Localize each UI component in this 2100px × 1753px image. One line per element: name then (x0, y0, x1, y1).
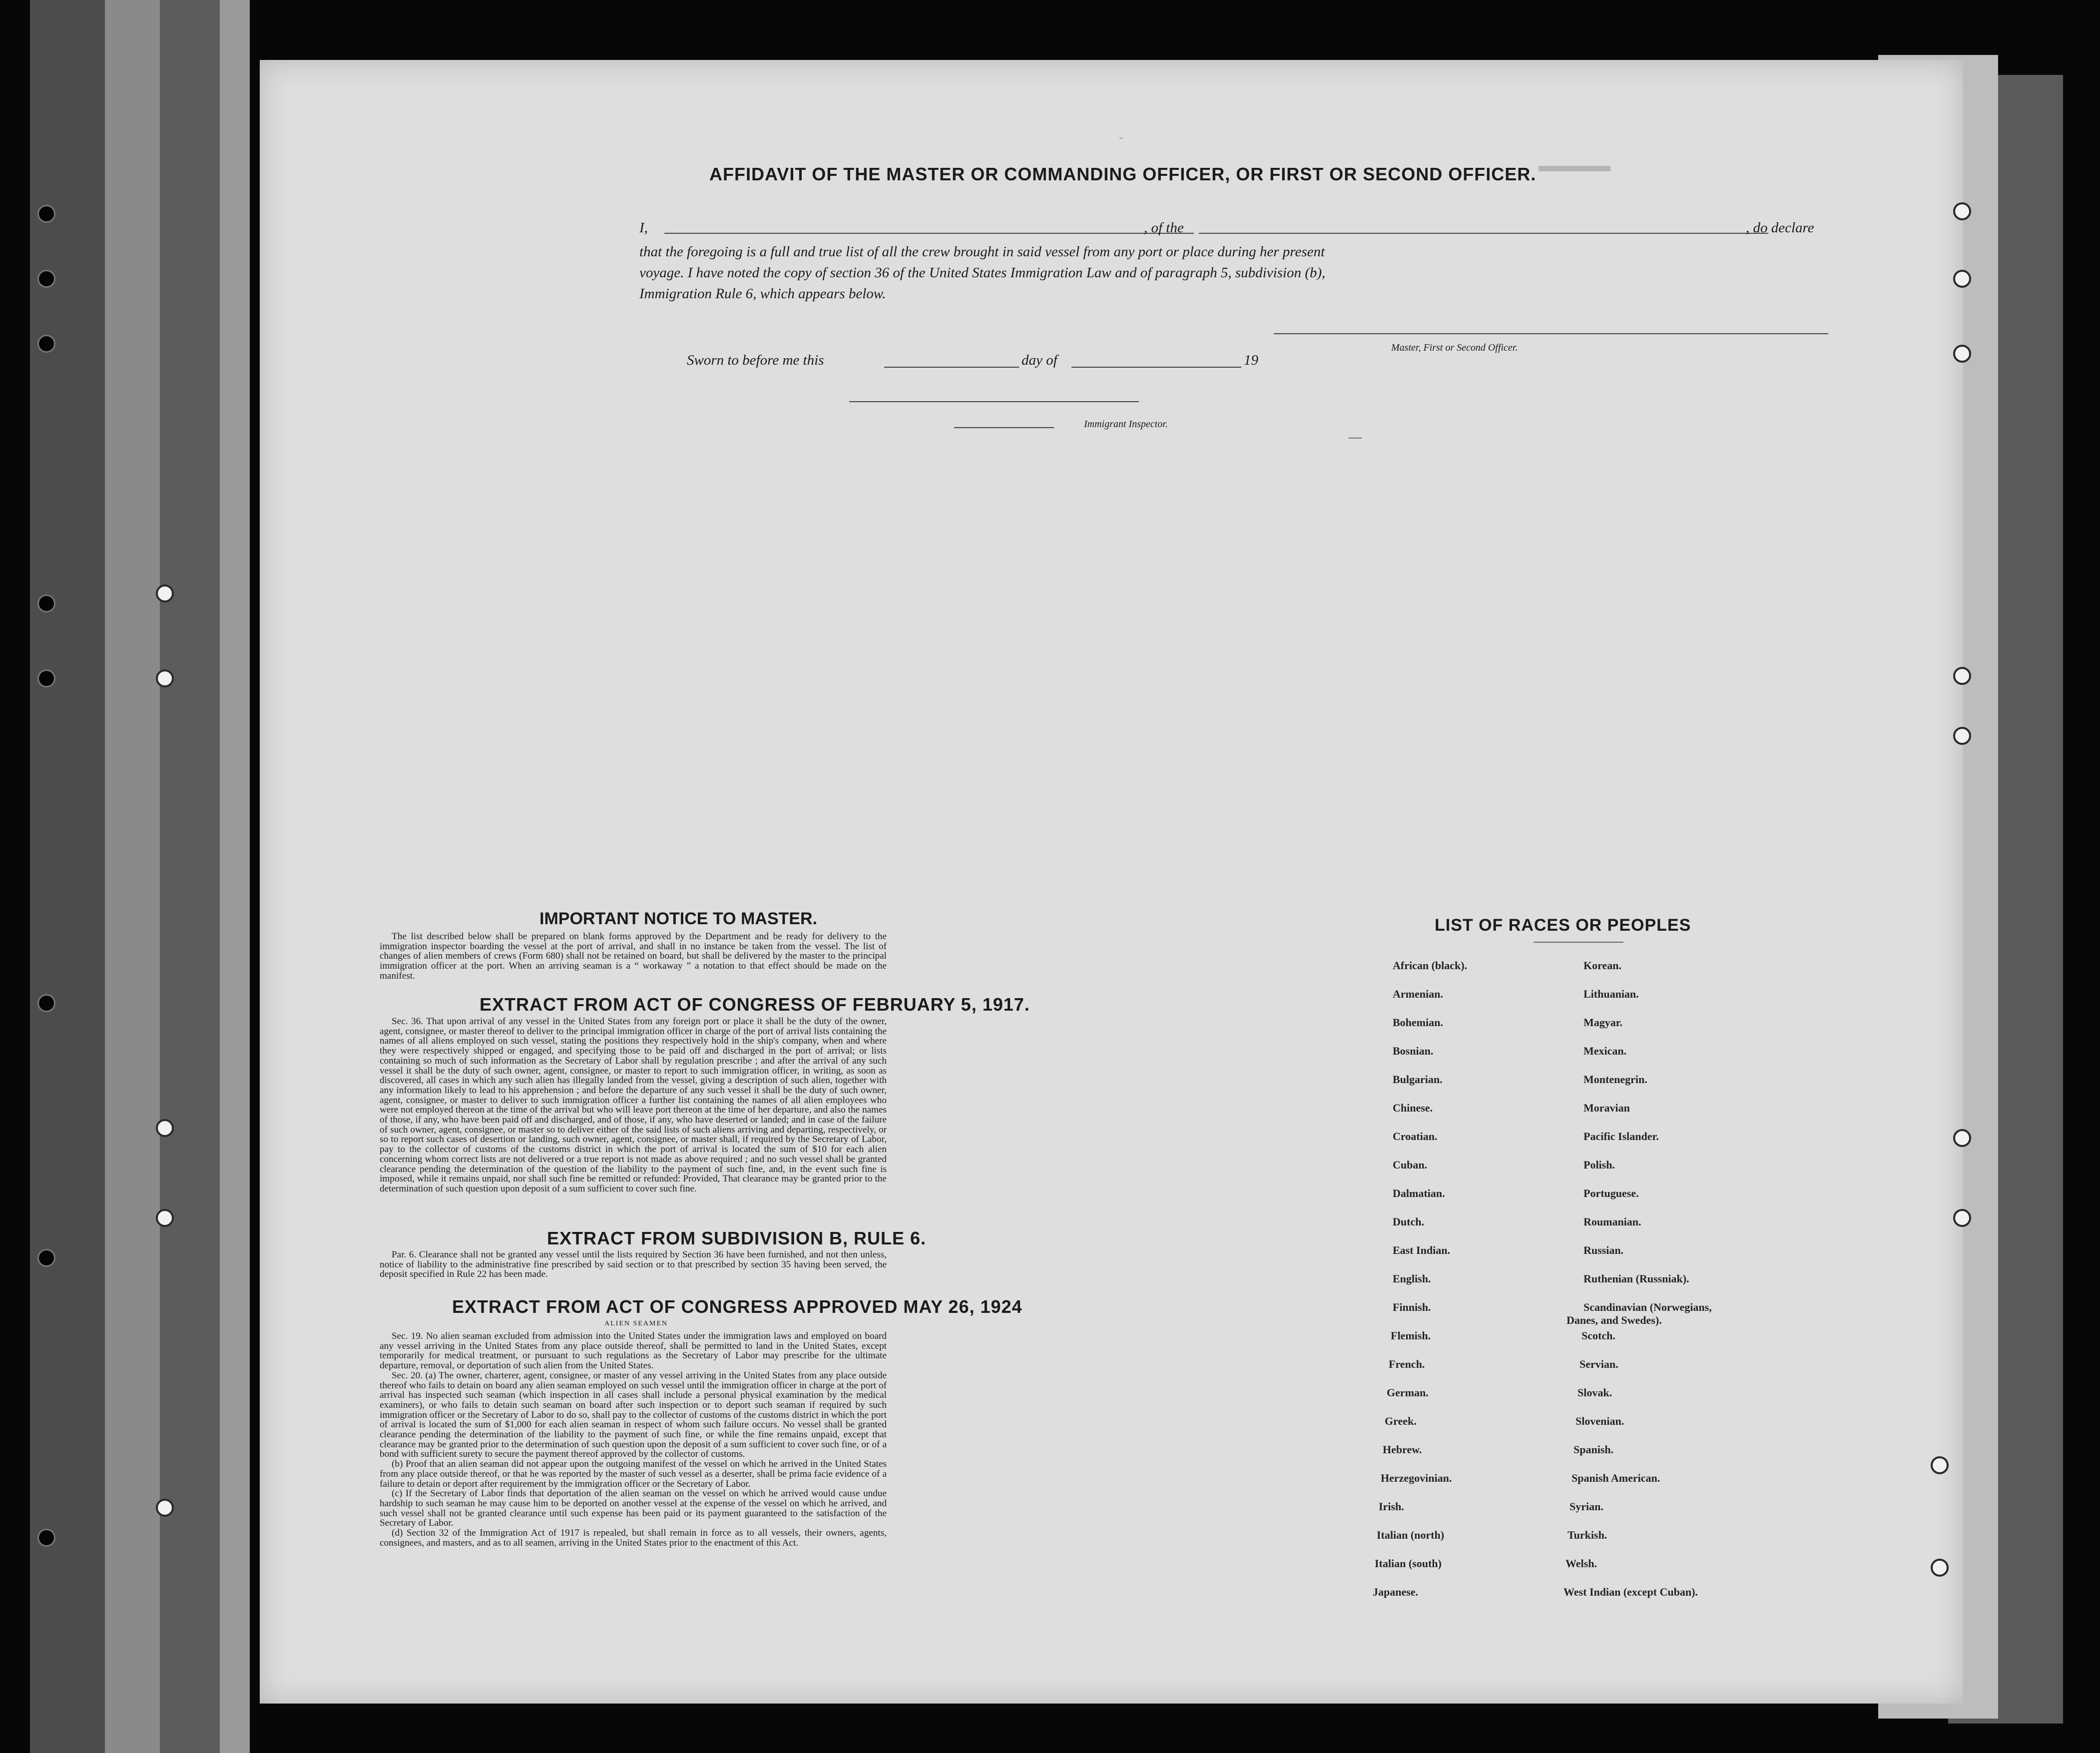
race-item: Chinese. (1393, 1102, 1433, 1114)
sworn-day-label: day of (1022, 352, 1057, 368)
section-20a-paragraph: Sec. 20. (a) The owner, charterer, agent, consignee, or master of any vessel arriving in the United States from any place outside thereof who fails to detain on board any alien seaman employed on such vessel until the immigration officer in charge at the port of arrival has inspected such seaman (which inspection in all cases shall include a personal physical examination by the medical examiners), or who fails to detain such seaman on board after such inspection or to deport such seaman if required by such immigration officer or the Secretary of Labor to do so, shall pay to the collector of customs of the customs district in which the port of arrival is located the sum of $1,000 for each alien seaman in respect of whom such failure occurs. No vessel shall be granted clearance pending the determination of the liability to the payment of such fine, or while the fine remains unpaid, except that clearance may be granted prior to the determination of such question upon the deposit of a sum sufficient to cover such fine, or of a bond with sufficient surety to secure the payment thereof approved by the collector of customs. (380, 1370, 887, 1460)
race-item: Scotch. (1581, 1329, 1615, 1342)
race-item: Turkish. (1568, 1529, 1607, 1541)
race-item: Spanish. (1574, 1443, 1614, 1456)
binder-strip (105, 0, 160, 1753)
affidavit-title: AFFIDAVIT OF THE MASTER OR COMMANDING OFFICER, OR FIRST OR SECOND OFFICER. (709, 164, 1537, 184)
notice-paragraph: The list described below shall be prepared on blank forms approved by the Department and be ready for delivery to the immigration inspector boarding the vessel at the port of arrival, and shall in no instance be taken from the vessel. The list of changes of alien members of crews (Form 680) shall not be retained on board, but shall be delivered by the master to the principal immigration officer at the port. When an arriving seaman is a “ workaway ” a notation to that effect should be made on the manifest. (380, 931, 887, 981)
race-item: Russian. (1583, 1244, 1624, 1256)
race-item: French. (1389, 1358, 1425, 1370)
punch-hole (1953, 345, 1971, 363)
alien-seamen-subtitle: ALIEN SEAMEN (604, 1320, 668, 1327)
race-item: Slovenian. (1575, 1415, 1624, 1427)
master-signature-line (1274, 333, 1828, 334)
race-item: Dalmatian. (1393, 1187, 1445, 1199)
extract-rule6-title: EXTRACT FROM SUBDIVISION B, RULE 6. (547, 1228, 927, 1248)
punch-hole (1953, 1129, 1971, 1147)
punch-hole (156, 1209, 174, 1227)
affidavit-line-3: voyage. I have noted the copy of section 36 of the United States Immigration Law and of paragraph 5, subdivision (b), (639, 265, 1326, 281)
punch-hole (156, 1499, 174, 1517)
section-19-paragraph: Sec. 19. No alien seaman excluded from admission into the United States under the immigration laws and employed on board any vessel arriving in the United States from any place outside thereof, shall be permitted to land in the United States, except temporarily for medical treatment, or pursuant to such regulations as the Secretary of Labor may prescribe for the ultimate departure, removal, or deportation of such alien from the United States. (380, 1331, 887, 1371)
punch-hole (1931, 1456, 1949, 1474)
punch-hole (37, 594, 55, 612)
section-36-paragraph: Sec. 36. That upon arrival of any vessel in the United States from any foreign port or place it shall be the duty of the owner, agent, consignee, or master thereof to deliver to the principal immigration officer in charge of the port of arrival lists containing the names of all aliens employed on such vessel, stating the positions they respectively hold in the ship's company, when and where they were respectively shipped or engaged, and specifying those to be paid off and discharged in the port of arrival; or lists containing so much of such information as the Secretary of Labor shall by regulation prescribe ; and after the arrival of any such vessel it shall be the duty of such owner, agent, consignee, or master to report to such immigration officer, in writing, as soon as discovered, all cases in which any such alien has illegally landed from the vessel, giving a description of such alien, together with any information likely to lead to his apprehension ; and before the departure of any such vessel it shall be the duty of such owner, agent, consignee, or master to deliver to such immigration officer a further list containing the names of all alien employees who were not employed thereon at the time of the arrival but who will leave port thereon at the time of her departure, and also the names of those, if any, who have been paid off and discharged, and of those, if any, who have deserted or landed; and in case of the failure of such owner, agent, consignee, or master so to deliver either of the said lists of such aliens arriving and departing, respectively, or so to report such cases of desertion or landing, such owner, agent, consignee, or master shall, if required by the Secretary of Labor, pay to the collector of customs of the customs district in which the port of arrival is located the sum of $10 for each alien concerning whom correct lists are not delivered or a true report is not made as above required ; and no such vessel shall be granted clearance pending the determination of the question of the liability to the payment of such fine, and, in the event such fine is imposed, while it remains unpaid, nor shall such fine be remitted or refunded: Provided, That clearance may be granted prior to the determination of such question upon deposit of a sum sufficient to cover such fine. (380, 1016, 887, 1194)
race-item: Japanese. (1373, 1586, 1419, 1598)
race-item: Irish. (1379, 1500, 1404, 1513)
punch-hole (156, 669, 174, 687)
notice-body (380, 932, 887, 981)
punch-hole (37, 205, 55, 223)
race-item: Croatian. (1393, 1130, 1438, 1143)
sworn-day-line (884, 367, 1019, 368)
race-item: Ruthenian (Russniak). (1583, 1272, 1689, 1285)
bleed-through-heading: ▬▬▬▬ (1539, 155, 1610, 175)
section-20d-paragraph: (d) Section 32 of the Immigration Act of 1917 is repealed, but shall remain in force as to all vessels, their owners, agents, consignees, and masters, and as to all seamen, arriving in the United States prior to the enactment of this Act. (380, 1528, 887, 1548)
race-item: East Indian. (1393, 1244, 1450, 1256)
race-item: German. (1387, 1386, 1429, 1399)
race-item: West Indian (except Cuban). (1564, 1586, 1698, 1598)
race-item: Magyar. (1583, 1016, 1623, 1029)
declarant-name-line (664, 233, 1194, 234)
manifest-page (260, 60, 1963, 1704)
race-item: Bulgarian. (1393, 1073, 1443, 1086)
extract-1924-title: EXTRACT FROM ACT OF CONGRESS APPROVED MAY 26, 1924 (452, 1296, 1023, 1317)
race-item: Cuban. (1393, 1159, 1428, 1171)
race-item: Herzegovinian. (1381, 1472, 1452, 1484)
punch-hole (1953, 667, 1971, 685)
race-item: Spanish American. (1572, 1472, 1660, 1484)
race-item: Welsh. (1566, 1557, 1597, 1570)
section-20c-paragraph: (c) If the Secretary of Labor finds that deportation of the alien seaman on the vessel on which he arrived would cause undue hardship to such seaman he may cause him to be deported on another vessel at the expense of the vessel on which he arrived, and such vessel shall not be granted clearance until such expense has been paid or its payment guaranteed to the satisfaction of the Secretary of Labor. (380, 1488, 887, 1529)
notary-line (849, 401, 1139, 402)
race-item: Danes, and Swedes). (1567, 1314, 1662, 1326)
race-item: Finnish. (1393, 1301, 1431, 1313)
race-item: Flemish. (1391, 1329, 1431, 1342)
race-item: Scandinavian (Norwegians, (1583, 1301, 1712, 1313)
race-item: Mexican. (1583, 1045, 1627, 1057)
race-item: Armenian. (1393, 988, 1443, 1000)
race-item: Polish. (1583, 1159, 1615, 1171)
binder-strip (160, 0, 220, 1753)
extract-1917-body (380, 1017, 887, 1194)
binder-strip (220, 0, 250, 1753)
race-item: Dutch. (1393, 1215, 1424, 1228)
section-20b-paragraph: (b) Proof that an alien seaman did not appear upon the outgoing manifest of the vessel on which he arrived in the United States from any place outside thereof, or that he was reported by the master of such vessel as a deserter, shall be prima facie evidence of a failure to detain or deport after requirement by the immigration officer or the Secretary of Labor. (380, 1459, 887, 1489)
race-item: Bohemian. (1393, 1016, 1443, 1029)
race-item: African (black). (1393, 959, 1468, 972)
race-item: Roumanian. (1583, 1215, 1641, 1228)
race-item: Pacific Islander. (1583, 1130, 1659, 1143)
race-item: Greek. (1385, 1415, 1417, 1427)
race-item: Syrian. (1570, 1500, 1603, 1513)
punch-hole (37, 994, 55, 1012)
punch-hole (1953, 1209, 1971, 1227)
race-item: Slovak. (1577, 1386, 1612, 1399)
sworn-statement: Sworn to before me this (687, 352, 824, 368)
affidavit-do-declare: , do declare (1746, 220, 1814, 236)
punch-hole (1953, 270, 1971, 288)
affidavit-line-2: that the foregoing is a full and true list of all the crew brought in said vessel from any port or place during her present (639, 244, 1325, 260)
extract-1917-title: EXTRACT FROM ACT OF CONGRESS OF FEBRUARY 5, 1917. (480, 994, 1030, 1015)
affidavit-of-the: , of the (1144, 220, 1184, 236)
race-item: Italian (south) (1375, 1557, 1442, 1570)
affidavit-declarant: I, (639, 220, 648, 236)
bleed-through-mark: - (1119, 130, 1123, 144)
race-item: Italian (north) (1377, 1529, 1445, 1541)
punch-hole (37, 1249, 55, 1267)
extract-1924-body (380, 1331, 887, 1548)
punch-hole (156, 584, 174, 602)
vessel-name-line (1199, 233, 1768, 234)
affidavit-line-4: Immigration Rule 6, which appears below. (639, 286, 886, 302)
race-item: Lithuanian. (1583, 988, 1639, 1000)
sworn-year: 19 (1244, 352, 1258, 368)
paragraph-6: Par. 6. Clearance shall not be granted any vessel until the lists required by Section 36 have been furnished, and not then unless, notice of liability to the administrative fine prescribed by said section or to that prescribed by section 35 having been served, the deposit specified in Rule 22 has been made. (380, 1249, 887, 1280)
race-item: English. (1393, 1272, 1431, 1285)
race-item: Portuguese. (1583, 1187, 1639, 1199)
races-title-underline (1534, 942, 1623, 943)
extract-rule6-body (380, 1250, 887, 1279)
inspector-signature-line (954, 427, 1054, 428)
race-item: Korean. (1583, 959, 1621, 972)
punch-hole (37, 335, 55, 353)
punch-hole (37, 270, 55, 288)
inspector-caption: Immigrant Inspector. (1084, 419, 1168, 430)
punch-hole (1953, 727, 1971, 745)
master-signature-caption: Master, First or Second Officer. (1391, 342, 1518, 353)
race-item: Moravian (1583, 1102, 1630, 1114)
notice-title: IMPORTANT NOTICE TO MASTER. (539, 909, 817, 928)
race-item: Hebrew. (1383, 1443, 1422, 1456)
punch-hole (1953, 202, 1971, 220)
races-list-title: LIST OF RACES OR PEOPLES (1435, 916, 1691, 935)
punch-hole (37, 669, 55, 687)
punch-hole (37, 1529, 55, 1547)
sworn-month-line (1071, 367, 1241, 368)
race-item: Bosnian. (1393, 1045, 1434, 1057)
race-item: Montenegrin. (1583, 1073, 1647, 1086)
pen-mark: — (1349, 430, 1362, 444)
punch-hole (1931, 1559, 1949, 1577)
punch-hole (156, 1119, 174, 1137)
binder-strip (30, 0, 105, 1753)
race-item: Servian. (1579, 1358, 1618, 1370)
